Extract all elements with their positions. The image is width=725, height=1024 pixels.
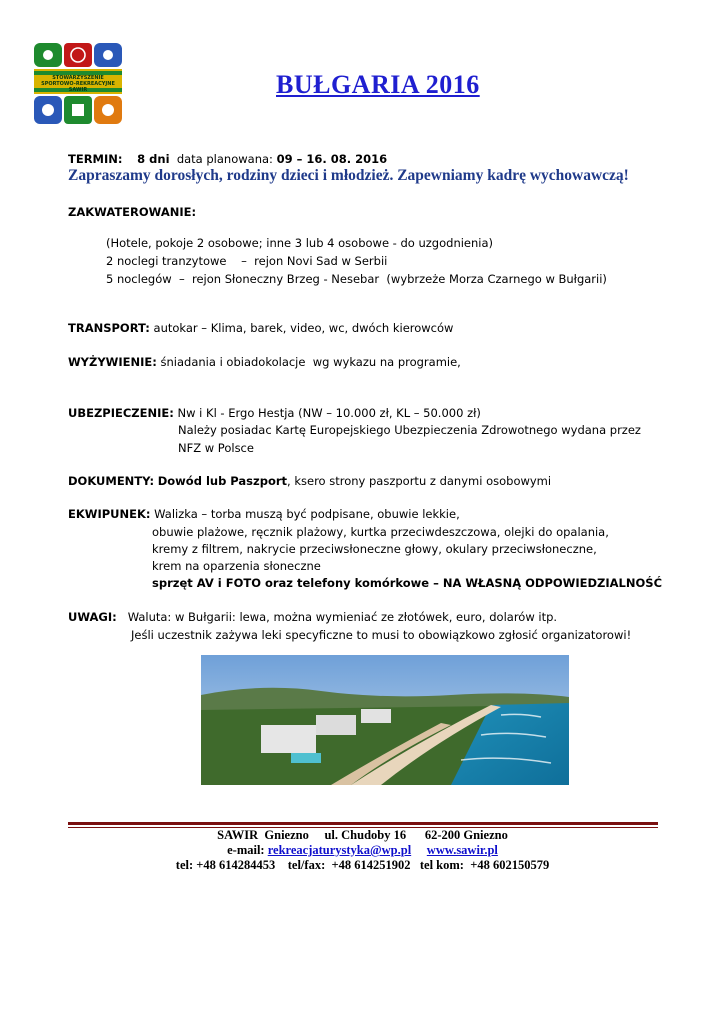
- logo-text: STOWARZYSZENIE SPORTOWO-REKREACYJNE SAWIR: [41, 75, 115, 93]
- wyzywienie-text: śniadania i obiadokolacje wg wykazu na programie,: [160, 355, 461, 369]
- termin-line: [68, 152, 387, 166]
- uwagi-line: [68, 610, 557, 624]
- ekwipunek-line-2: obuwie plażowe, ręcznik plażowy, kurtka przeciwdeszczowa, olejki do opalania,: [152, 525, 609, 539]
- ekwipunek-line-1: Walizka – torba muszą być podpisane, obuwie lekkie,: [154, 507, 460, 521]
- footer-address: SAWIR Gniezno ul. Chudoby 16 62-200 Gniezno: [217, 828, 508, 842]
- wyzywienie-label: WYŻYWIENIE:: [68, 355, 157, 369]
- uwagi-line-2: Jeśli uczestnik zażywa leki specyficzne to musi to obowiązkowo zgłosić organizatorowi!: [131, 628, 632, 642]
- termin-label: TERMIN:: [68, 152, 123, 166]
- transport-line: [68, 321, 453, 335]
- beach-resort-photo: [201, 655, 569, 785]
- termin-planned-label: data planowana:: [176, 152, 273, 166]
- transport-text: autokar – Klima, barek, video, wc, dwóch kierowców: [153, 321, 454, 335]
- ubezpieczenie-line-2: Należy posiadac Kartę Europejskiego Ubezpieczenia Zdrowotnego wydana przez: [178, 423, 641, 437]
- wyzywienie-line: [68, 355, 461, 369]
- ubezpieczenie-label: UBEZPIECZENIE:: [68, 406, 174, 420]
- ubezpieczenie-line-3: NFZ w Polsce: [178, 441, 254, 455]
- ubezpieczenie-line-1: Nw i Kl - Ergo Hestja (NW – 10.000 zł, KL – 50.000 zł): [177, 406, 481, 420]
- dokumenty-line: [68, 474, 551, 488]
- footer-phones: tel: +48 614284453 tel/fax: +48 614251902 tel kom: +48 602150579: [175, 858, 550, 872]
- dokumenty-bold: Dowód lub Paszport: [157, 474, 288, 488]
- page-title: BUŁGARIA 2016: [276, 70, 480, 99]
- footer-email-label: e-mail:: [227, 843, 265, 857]
- dokumenty-text: , ksero strony paszportu z danymi osobowymi: [287, 474, 552, 488]
- ekwipunek-line: [68, 507, 460, 521]
- ekwipunek-line-3: kremy z filtrem, nakrycie przeciwsłoneczne głowy, okulary przeciwsłoneczne,: [152, 542, 597, 556]
- organization-logo: [30, 40, 126, 128]
- zakwaterowanie-line-3: 5 noclegów – rejon Słoneczny Brzeg - Nesebar (wybrzeże Morza Czarnego w Bułgarii): [106, 272, 607, 286]
- footer-website-link[interactable]: www.sawir.pl: [426, 843, 498, 857]
- termin-days: 8 dni: [137, 152, 170, 166]
- ekwipunek-line-4: krem na oparzenia słoneczne: [152, 559, 321, 573]
- ekwipunek-label: EKWIPUNEK:: [68, 507, 151, 521]
- footer-divider: [68, 822, 658, 825]
- termin-dates: 09 – 16. 08. 2016: [276, 152, 388, 166]
- uwagi-line-1: Waluta: w Bułgarii: lewa, można wymieniać ze złotówek, euro, dolarów itp.: [127, 610, 558, 624]
- transport-label: TRANSPORT:: [68, 321, 150, 335]
- invite-text: Zapraszamy dorosłych, rodziny dzieci i młodzież. Zapewniamy kadrę wychowawczą!: [68, 167, 629, 184]
- zakwaterowanie-line-1: (Hotele, pokoje 2 osobowe; inne 3 lub 4 osobowe - do uzgodnienia): [106, 236, 494, 250]
- zakwaterowanie-label: ZAKWATEROWANIE:: [68, 205, 197, 219]
- ekwipunek-line-5: sprzęt AV i FOTO oraz telefony komórkowe – NA WŁASNĄ ODPOWIEDZIALNOŚĆ: [152, 576, 663, 590]
- ubezpieczenie-line: [68, 406, 481, 420]
- uwagi-label: UWAGI:: [68, 610, 117, 624]
- zakwaterowanie-line-2: 2 noclegi tranzytowe – rejon Novi Sad w Serbii: [106, 254, 388, 268]
- dokumenty-label: DOKUMENTY:: [68, 474, 155, 488]
- footer-contact: [0, 843, 725, 858]
- footer-email-link[interactable]: rekreacjaturystyka@wp.pl: [267, 843, 412, 857]
